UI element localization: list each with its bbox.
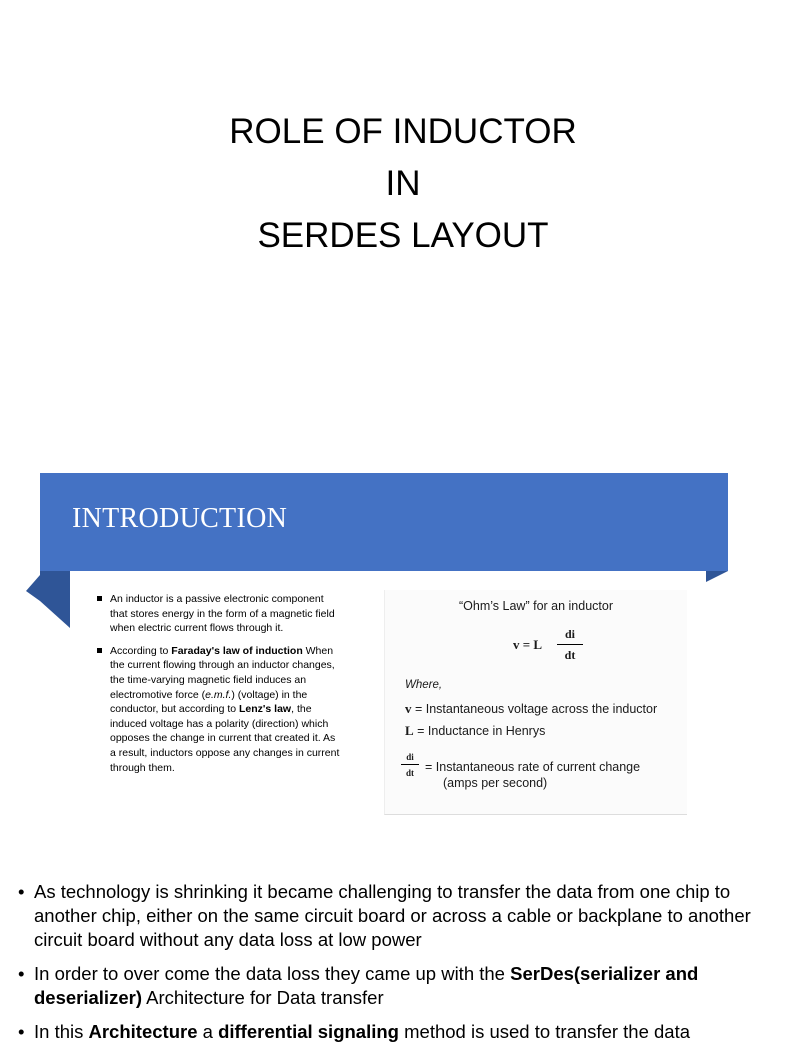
small-fraction-bar bbox=[401, 764, 419, 765]
main-bullet-list bbox=[18, 880, 758, 1054]
emf-term: e.m.f. bbox=[205, 688, 232, 701]
bullet-dot-icon: • bbox=[18, 881, 25, 902]
voltage-definition bbox=[405, 701, 657, 717]
rate-description: = Instantaneous rate of current change bbox=[425, 760, 641, 774]
main-bullet-1 bbox=[18, 880, 758, 952]
title-line-1: ROLE OF INDUCTOR bbox=[229, 112, 577, 151]
title-line-3: SERDES LAYOUT bbox=[257, 216, 549, 255]
bullet-dot-icon: • bbox=[18, 1021, 25, 1042]
lenz-law-term: Lenz's law bbox=[239, 703, 292, 716]
equation-lhs: v = L bbox=[513, 637, 543, 652]
small-fraction-numerator: di bbox=[406, 752, 414, 762]
intro-bullet-2-part-2: When the current flowing through an inductor changes, the time-varying magnetic field induces an electromotive force ( bbox=[110, 644, 335, 701]
fraction-denominator: dt bbox=[564, 648, 576, 662]
main-bullet-3 bbox=[18, 1020, 758, 1044]
main-bullet-3-pre: In this bbox=[34, 1021, 89, 1042]
di-dt-fraction bbox=[557, 627, 583, 663]
banner-right-fold bbox=[706, 571, 730, 583]
inductance-symbol: L bbox=[405, 723, 414, 738]
faraday-law-term: Faraday's law of induction bbox=[171, 644, 303, 657]
square-bullet-icon bbox=[97, 596, 102, 601]
voltage-symbol: v bbox=[405, 701, 412, 716]
main-bullet-3-post: method is used to transfer the data bbox=[398, 1021, 691, 1042]
where-label: Where, bbox=[405, 679, 443, 691]
fraction-numerator: di bbox=[564, 627, 575, 641]
main-bullet-2 bbox=[18, 962, 758, 1010]
small-fraction-denominator: dt bbox=[405, 768, 414, 778]
architecture-term: Architecture bbox=[88, 1021, 198, 1042]
rate-unit: (amps per second) bbox=[443, 776, 548, 790]
voltage-description: = Instantaneous voltage across the inductor bbox=[411, 702, 658, 716]
title-line-2: IN bbox=[385, 164, 421, 203]
square-bullet-icon bbox=[97, 648, 102, 653]
bullet-dot-icon: • bbox=[18, 963, 25, 984]
inductance-description: = Inductance in Henrys bbox=[413, 724, 546, 738]
formula-heading: “Ohm’s Law” for an inductor bbox=[459, 599, 613, 613]
intro-bullet-1 bbox=[96, 592, 344, 636]
intro-bullet-2-part-1: According to bbox=[110, 644, 172, 657]
intro-bullet-1-text: An inductor is a passive electronic component that stores energy in the form of a magnetic field when electric current flows through it. bbox=[110, 593, 335, 635]
intro-bullet-2-part-3: ) (voltage) in the conductor, but according to bbox=[110, 688, 308, 716]
fraction-bar bbox=[557, 644, 583, 645]
page-title bbox=[0, 106, 806, 262]
intro-bullet-2 bbox=[96, 644, 344, 775]
main-bullet-3-mid: a bbox=[197, 1021, 219, 1042]
main-bullet-2-pre: In order to over come the data loss they came up with the bbox=[34, 963, 511, 984]
serdes-term: SerDes(serializer and deserializer) bbox=[34, 963, 699, 1008]
differential-signaling-term: differential signaling bbox=[218, 1021, 399, 1042]
intro-bullet-2-part-4: , the induced voltage has a polarity (direction) which opposes the change in current that created it. As a result, inductors oppose any changes in current through them. bbox=[110, 703, 340, 774]
intro-bullet-list bbox=[96, 592, 344, 783]
inductor-formula-box bbox=[384, 590, 687, 815]
inductance-definition bbox=[405, 723, 545, 739]
main-bullet-1-text: As technology is shrinking it became challenging to transfer the data from one chip to another chip, either on the same circuit board or across a cable or backplane to another circuit board without any data loss at low power bbox=[34, 881, 751, 950]
main-bullet-2-post: Architecture for Data transfer bbox=[141, 987, 384, 1008]
intro-heading: INTRODUCTION bbox=[72, 503, 288, 534]
small-di-dt-fraction bbox=[401, 752, 419, 778]
